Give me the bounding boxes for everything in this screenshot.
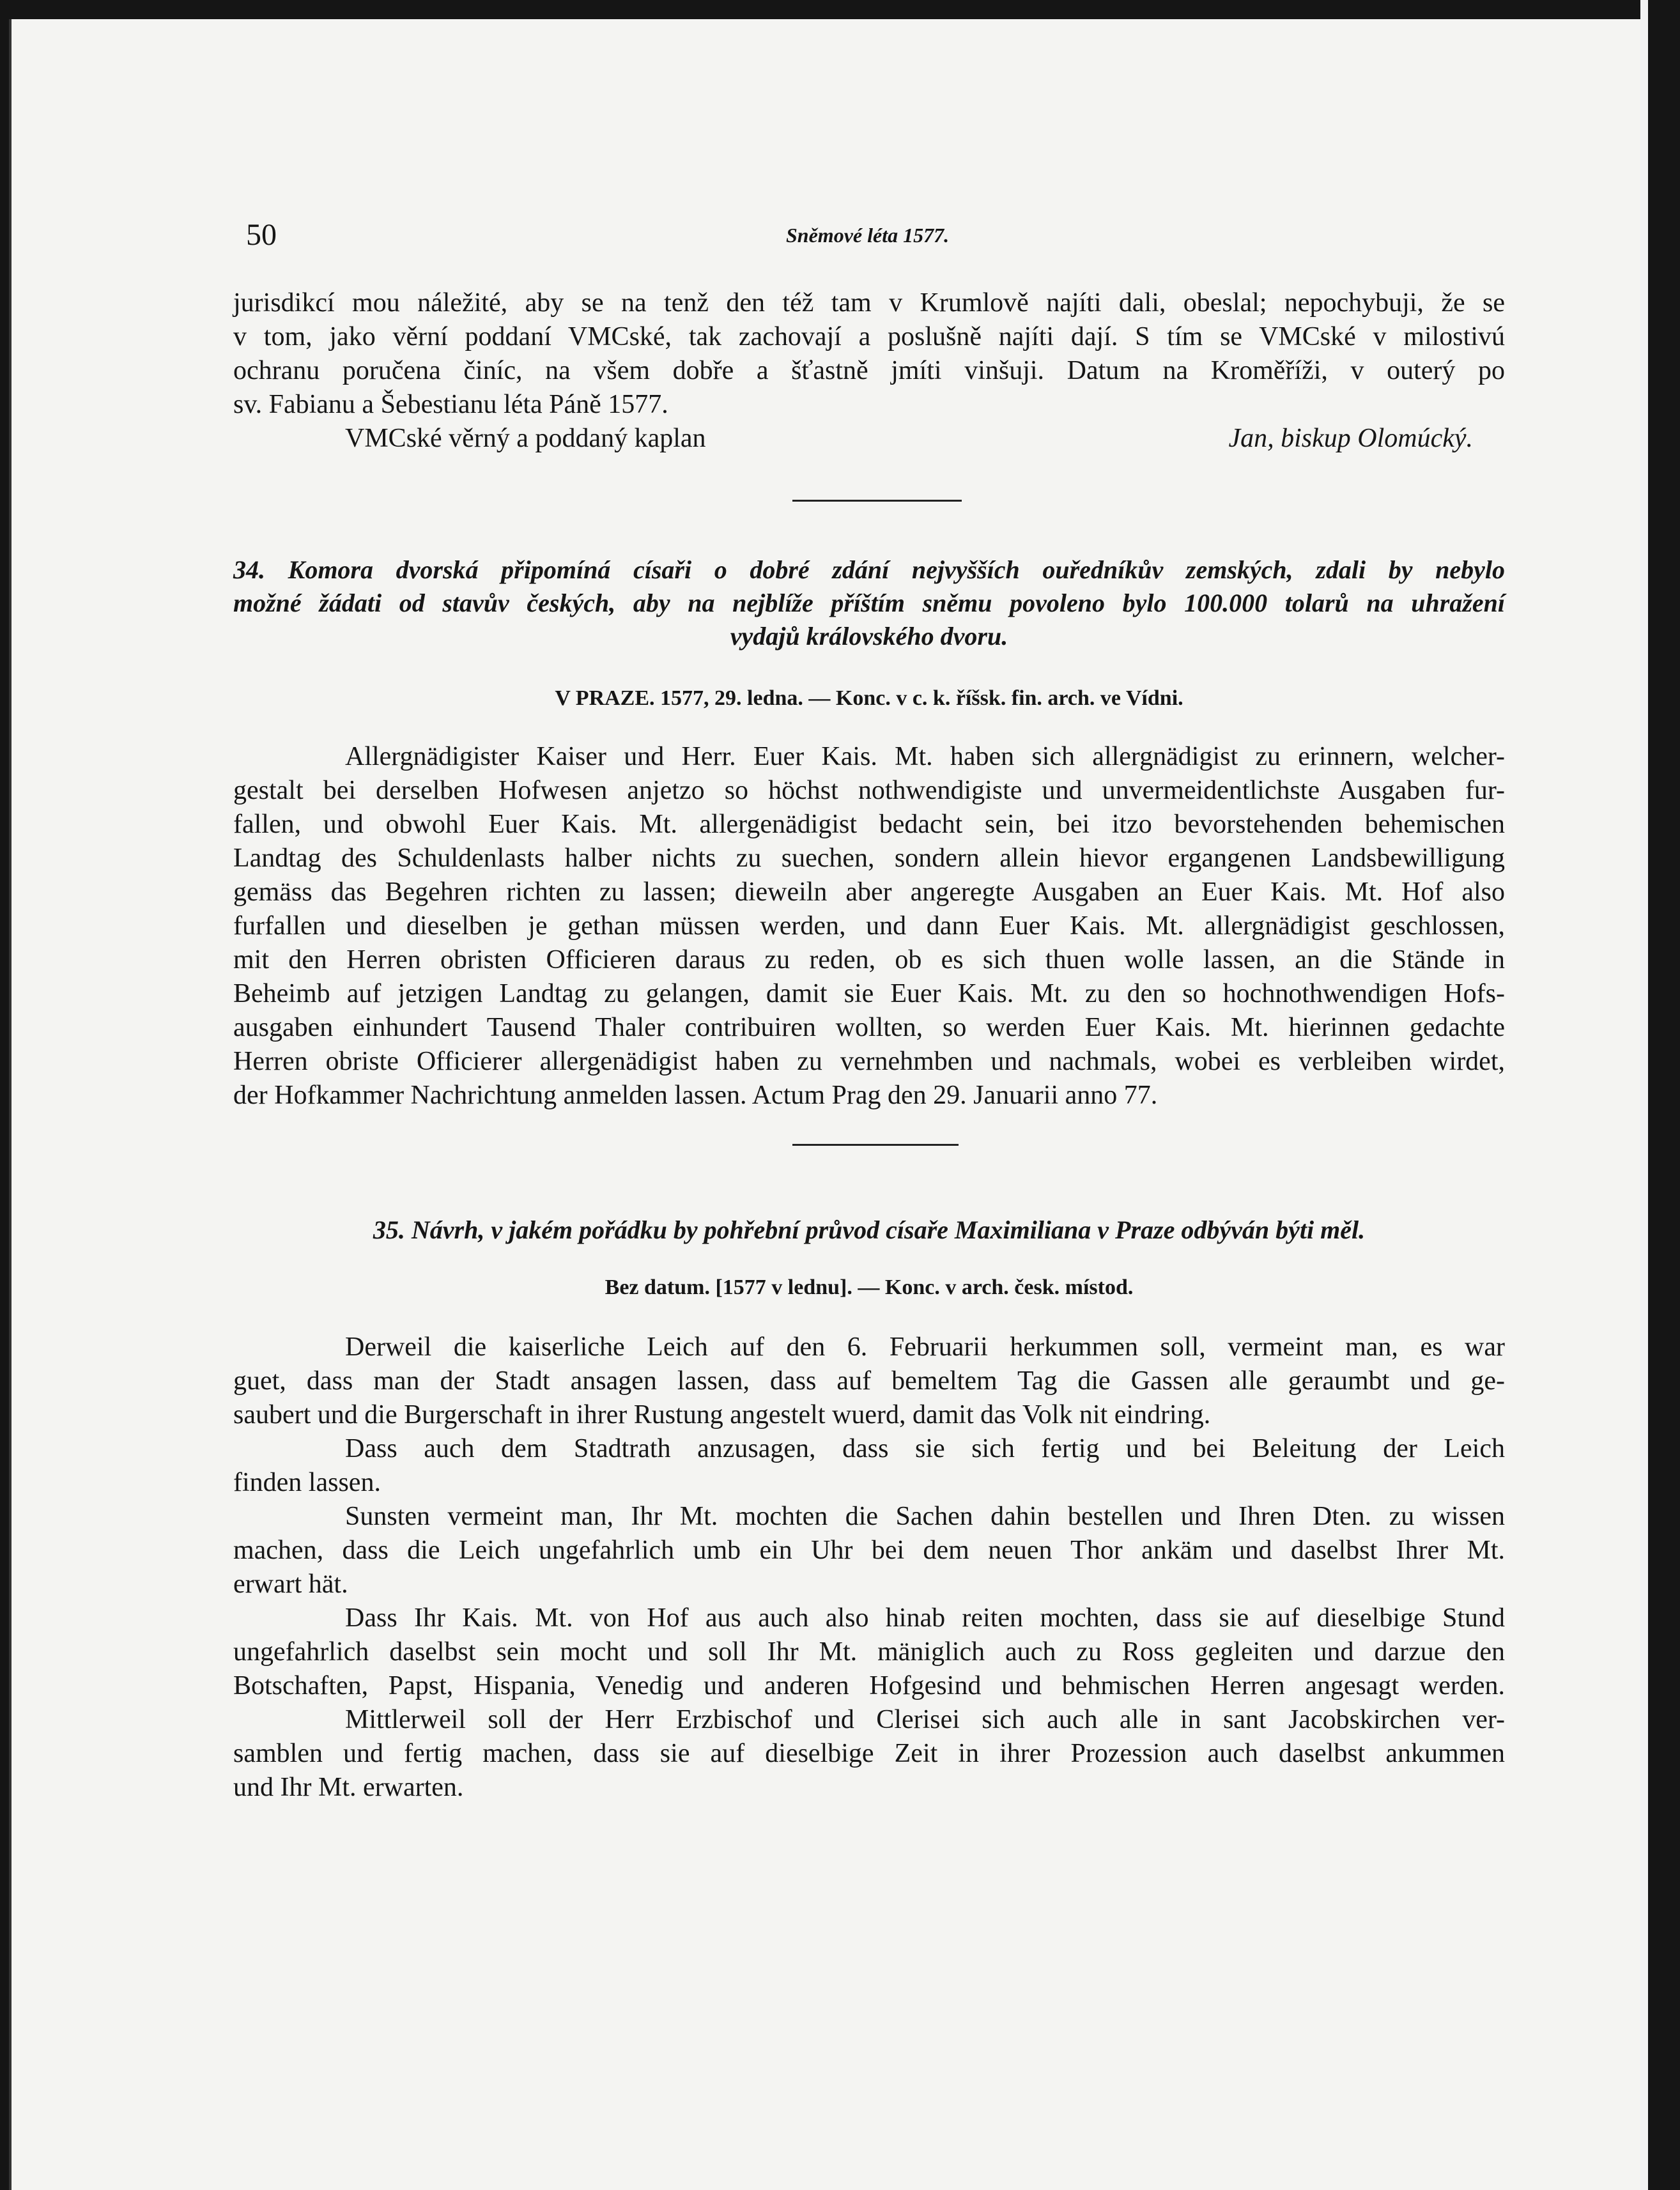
text-line: und Ihr Mt. erwarten. [233, 1773, 464, 1802]
text-line: samblen und fertig machen, dass sie auf dieselbige Zeit in ihrer Prozession auch daselbst ankummen [233, 1739, 1505, 1768]
text-line: gestalt bei derselben Hofwesen anjetzo so höchst nothwendigiste und unvermeidentlichste Ausgaben fur- [233, 776, 1505, 805]
text-line: mit den Herren obristen Officieren daraus zu reden, ob es sich thuen wolle lassen, an die Stände in [233, 945, 1505, 975]
text-line: erwart hät. [233, 1569, 348, 1599]
text-line: Dass auch dem Stadtrath anzusagen, dass sie sich fertig und bei Beleitung der Leich [345, 1434, 1505, 1463]
divider [792, 1144, 959, 1146]
text-line: guet, dass man der Stadt ansagen lassen, dass auf bemeltem Tag die Gassen alle geraumbt und ge- [233, 1366, 1505, 1396]
text-line: sv. Fabianu a Šebestianu léta Páně 1577. [233, 390, 668, 419]
text-line: Sunsten vermeint man, Ihr Mt. mochten die Sachen dahin bestellen und Ihren Dten. zu wissen [345, 1502, 1505, 1531]
text-line: finden lassen. [233, 1468, 381, 1497]
text-line: ungefahrlich daselbst sein mocht und soll Ihr Mt. mäniglich auch zu Ross gegleiten und darzue den [233, 1637, 1505, 1667]
text-line: Beheimb auf jetzigen Landtag zu gelangen, damit sie Euer Kais. Mt. zu den so hochnothwendigen Hofs- [233, 979, 1505, 1008]
signature-left: VMCské věrný a poddaný kaplan [345, 424, 706, 453]
text-line: machen, dass die Leich ungefahrlich umb ein Uhr bei dem neuen Thor ankäm und daselbst Ihrer Mt. [233, 1536, 1505, 1565]
page-edge [1640, 0, 1648, 2190]
text-line: Dass Ihr Kais. Mt. von Hof aus auch also hinab reiten mochten, dass sie auf dieselbige Stund [345, 1603, 1505, 1633]
text-line: fallen, und obwohl Euer Kais. Mt. allergenädigist bedacht sein, bei itzo bevorstehenden behemischen [233, 810, 1505, 839]
text-line: ochranu poručena činíc, na všem dobře a šťastně jmíti vinšuji. Datum na Kroměříži, v outerý po [233, 356, 1505, 385]
text-line: Derweil die kaiserliche Leich auf den 6. Februarii herkummen soll, vermeint man, es war [345, 1332, 1505, 1362]
text-line: jurisdikcí mou náležité, aby se na tenž den též tam v Krumlově najíti dali, obeslal; nepochybuji, že se [233, 288, 1505, 318]
text-line: Botschaften, Papst, Hispania, Venedig und anderen Hofgesind und behmischen Herren angesagt werden. [233, 1671, 1505, 1700]
text-line: Mittlerweil soll der Herr Erzbischof und Clerisei sich auch alle in sant Jacobskirchen ver- [345, 1705, 1505, 1734]
text-line: Allergnädigister Kaiser und Herr. Euer Kais. Mt. haben sich allergnädigist zu erinnern, welcher- [345, 742, 1505, 771]
divider [792, 500, 962, 502]
section-35-body [233, 1330, 1505, 1805]
section-33-text [233, 286, 1505, 456]
text-line: v tom, jako věrní poddaní VMCské, tak zachovají a poslušně najíti dají. S tím se VMCské v milostivú [233, 322, 1505, 351]
text-line: ausgaben einhundert Tausend Thaler contribuiren wollten, so werden Euer Kais. Mt. hierinnen gedachte [233, 1013, 1505, 1042]
signature-line [233, 422, 1505, 456]
section-34-heading [233, 553, 1505, 653]
section-35-heading: 35. Návrh, v jakém pořádku by pohřební průvod císaře Maximiliana v Praze odbýván býti měl. [373, 1215, 1366, 1244]
text-line: gemäss das Begehren richten zu lassen; dieweiln aber angeregte Ausgaben an Euer Kais. Mt. Hof also [233, 877, 1505, 907]
text-line: der Hofkammer Nachrichtung anmelden lassen. Actum Prag den 29. Januarii anno 77. [233, 1081, 1158, 1110]
heading-line: vydajů královského dvoru. [730, 622, 1008, 651]
text-line: furfallen und dieselben je gethan müssen werden, und dann Euer Kais. Mt. allergnädigist geschlossen, [233, 911, 1505, 941]
text-line: Herren obriste Officierer allergenädigist haben zu vernehmben und nachmals, wobei es verbleiben wirdet, [233, 1047, 1505, 1076]
page-number: 50 [246, 218, 277, 252]
section-34-source: V PRAZE. 1577, 29. ledna. — Konc. v c. k. říšsk. fin. arch. ve Vídni. [555, 686, 1183, 710]
heading-line: možné žádati od stavův českých, aby na nejblíže příštím sněmu povoleno bylo 100.000 tolarů na uhražení [233, 589, 1505, 617]
section-35-source: Bez datum. [1577 v lednu]. — Konc. v arch. česk. místod. [605, 1276, 1134, 1299]
text-line: saubert und die Burgerschaft in ihrer Rustung angestelt wuerd, damit das Volk nit eindring. [233, 1400, 1211, 1430]
text-line: Landtag des Schuldenlasts halber nichts zu suechen, sondern allein hievor ergangenen Landsbewilligung [233, 844, 1505, 873]
running-title: Sněmové léta 1577. [786, 224, 950, 247]
heading-line: 34. Komora dvorská připomíná císaři o dobré zdání nejvyšších ouředníkův zemských, zdali by nebylo [233, 555, 1505, 584]
signature-right: Jan, biskup Olomúcký. [1228, 424, 1473, 453]
section-34-body [233, 740, 1505, 1113]
